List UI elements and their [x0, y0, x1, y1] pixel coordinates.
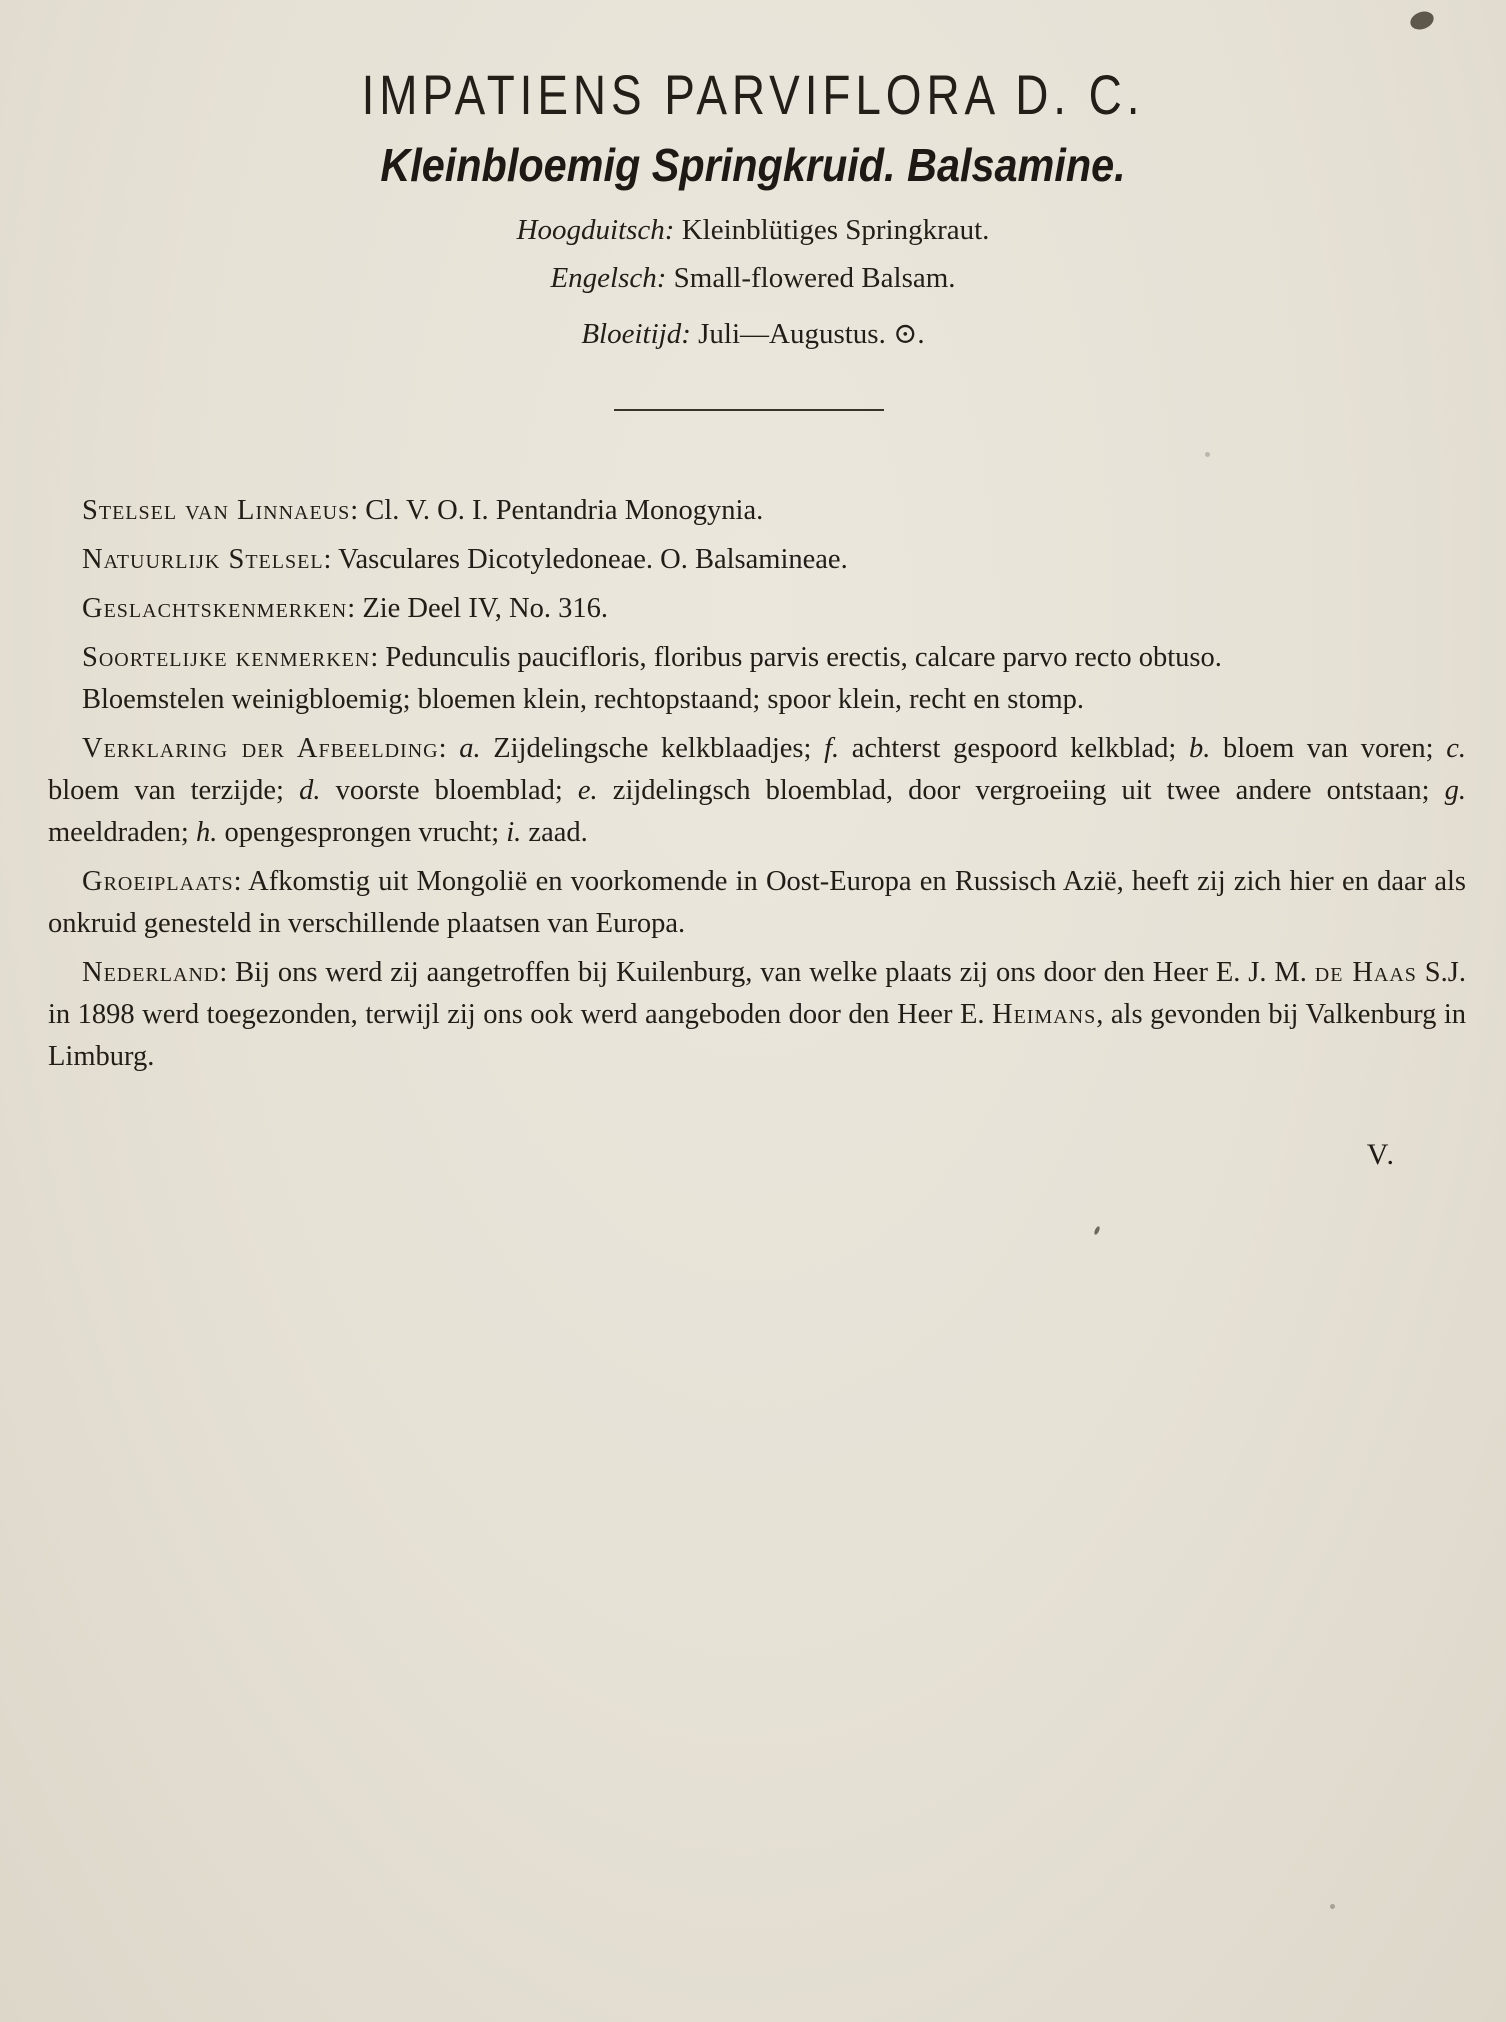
natural-system-label: Natuurlijk Stelsel: [82, 544, 324, 575]
paper-speck: [1205, 452, 1210, 457]
genus-paragraph: Geslachtskenmerken: Zie Deel IV, No. 316.: [82, 593, 608, 624]
explanation-letter: e.: [577, 775, 598, 806]
species-dutch-paragraph: [48, 679, 1466, 721]
description-body: [48, 490, 1466, 1078]
explanation-letter: g.: [1444, 775, 1466, 806]
linnaeus-paragraph: Stelsel van Linnaeus: Cl. V. O. I. Pentandria Monogynia.: [82, 495, 764, 526]
netherlands-paragraph: Nederland: Bij ons werd zij aangetroffen bij Kuilenburg, van welke plaats zij ons door den Heer E. J. M. de Haas S.J. in 1898 werd toegezonden, terwijl zij ons ook werd aangeboden door den Heer E. Heimans, als gevonden bij Valkenburg in Limburg.: [48, 957, 1466, 1072]
netherlands-text: S.J. in 1898 werd toegezonden, terwijl zij ons ook werd aangeboden door den Heer E.: [48, 957, 1466, 1030]
divider-rule: [614, 409, 884, 411]
species-paragraph: Soortelijke kenmerken: Pedunculis paucifloris, floribus parvis erectis, calcare parvo recto obtuso.: [82, 642, 1222, 673]
natural-system-paragraph: Natuurlijk Stelsel: Vasculares Dicotyledoneae. O. Balsamineae.: [82, 544, 848, 575]
habitat-paragraph: Groeiplaats: Afkomstig uit Mongolië en voorkomende in Oost-Europa en Russisch Azië, heeft zij zich hier en daar als onkruid genesteld in verschillende plaatsen van Europa.: [48, 866, 1466, 939]
linnaeus-label: Stelsel van Linnaeus: [82, 495, 351, 526]
german-value: Kleinblütiges Springkraut.: [681, 214, 990, 246]
explanation-text: bloem van terzijde;: [48, 775, 284, 806]
explanation-text: voorste bloemblad;: [335, 775, 563, 806]
explanation-text: achterst gespoord kelkblad;: [851, 733, 1177, 764]
explanation-text: zijdelingsch bloemblad, door vergroeiing uit twee andere ontstaan;: [612, 775, 1430, 806]
explanation-letter: c.: [1446, 733, 1466, 764]
german-label: Hoogduitsch:: [516, 214, 675, 246]
natural-system-text: Vasculares Dicotyledoneae. O. Balsamineae.: [338, 544, 848, 575]
explanation-letter: b.: [1188, 733, 1211, 764]
netherlands-label: Nederland: [82, 957, 220, 988]
bloom-value: Juli—Augustus. ⊙.: [698, 318, 925, 350]
explanation-text: bloem van voren;: [1223, 733, 1434, 764]
linnaeus-text: Cl. V. O. I. Pentandria Monogynia.: [365, 495, 764, 526]
ink-speck: [1408, 8, 1436, 32]
habitat-label: Groeiplaats: [82, 866, 234, 897]
habitat-text: Afkomstig uit Mongolië en voorkomende in Oost-Europa en Russisch Azië, heeft zij zich hier en daar als onkruid genesteld in verschillende plaatsen van Europa.: [48, 866, 1466, 939]
explanation-letter: i.: [506, 817, 522, 848]
explanation-label: Verklaring der Afbeelding: [82, 733, 439, 764]
genus-text: Zie Deel IV, No. 316.: [362, 593, 608, 624]
netherlands-text: , als gevonden bij Valkenburg in Limburg.: [48, 999, 1466, 1072]
author-signature: V.: [1366, 1138, 1396, 1171]
bloom-time-line: [0, 316, 1506, 351]
explanation-letter: h.: [195, 817, 218, 848]
explanation-text: meeldraden;: [48, 817, 189, 848]
german-name-line: [0, 214, 1506, 247]
explanation-text: zaad.: [528, 817, 588, 848]
species-text: Pedunculis paucifloris, floribus parvis erectis, calcare parvo recto obtuso.: [385, 642, 1222, 673]
explanation-letter: d.: [299, 775, 321, 806]
explanation-text: opengesprongen vrucht;: [224, 817, 500, 848]
explanation-letter: f.: [824, 733, 840, 764]
species-title: IMPATIENS PARVIFLORA D. C.: [361, 63, 1145, 126]
genus-label: Geslachtskenmerken: [82, 593, 348, 624]
species-dutch-text: Bloemstelen weinigbloemig; bloemen klein, rechtopstaand; spoor klein, recht en stomp.: [82, 684, 1085, 715]
explanation-paragraph: Verklaring der Afbeelding: a. Zijdelingsche kelkblaadjes; f. achterst gespoord kelkblad; b. bloem van voren; c. bloem van terzijde; d. voorste bloemblad; e. zijdelingsch bloemblad, door vergroeiing uit twee andere ontstaan; g. meeldraden; h. opengesprongen vrucht; i. zaad.: [48, 733, 1466, 848]
ink-speck: [1093, 1226, 1100, 1236]
english-value: Small-flowered Balsam.: [673, 262, 956, 294]
english-name-line: [0, 262, 1506, 295]
bloom-label: Bloeitijd:: [581, 318, 691, 350]
dutch-name: Kleinbloemig Springkruid. Balsamine.: [380, 139, 1126, 191]
explanation-letter: a.: [459, 733, 481, 764]
netherlands-text: Bij ons werd zij aangetroffen bij Kuilenburg, van welke plaats zij ons door den Heer E. J. M.: [235, 957, 1307, 988]
paper-speck: [1330, 1904, 1335, 1909]
explanation-text: Zijdelingsche kelkblaadjes;: [493, 733, 812, 764]
person-name: de Haas: [1314, 957, 1417, 988]
english-label: Engelsch:: [550, 262, 667, 294]
species-label: Soortelijke kenmerken: [82, 642, 371, 673]
person-name: Heimans: [992, 999, 1097, 1030]
